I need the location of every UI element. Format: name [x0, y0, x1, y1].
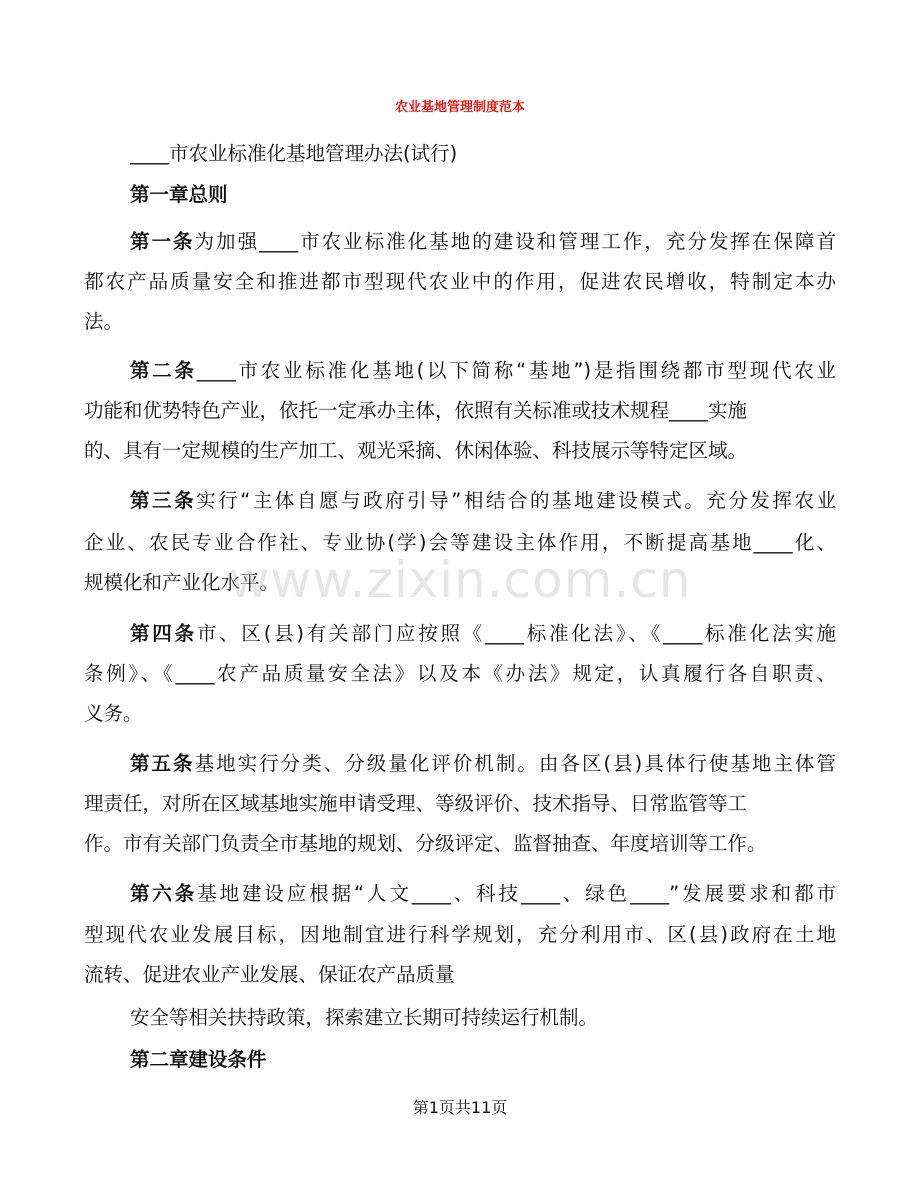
article-6-line-1	[130, 880, 836, 908]
article-5-line-1	[130, 750, 836, 778]
document-title: 农业基地管理制度范本	[394, 100, 525, 115]
article-4-text: 市、区(县)有关部门应按照《____标准化法》、《____标准化法实施	[196, 622, 836, 645]
article-3-line-1	[130, 487, 836, 515]
article-5-line-2: 理责任，对所在区域基地实施申请受理、等级评价、技术指导、日常监管等工	[84, 792, 748, 815]
article-1-line-1	[130, 228, 836, 256]
article-5-line-3: 作。市有关部门负责全市基地的规划、分级评定、监督抽查、年度培训等工作。	[84, 832, 767, 855]
article-2-line-1	[130, 357, 836, 385]
article-1-label: 第一条	[130, 230, 195, 253]
page-footer: 第1页共11页	[412, 1098, 508, 1117]
article-6-continuation: 安全等相关扶持政策，探索建立长期可持续运行机制。	[130, 1006, 599, 1029]
article-2-line-2: 功能和优势特色产业，依托一定承办主体，依照有关标准或技术规程____实施	[84, 399, 748, 422]
article-3-label: 第三条	[130, 489, 197, 512]
article-6-text: 基地建设应根据“人文____、科技____、绿色____”发展要求和都市	[197, 882, 836, 905]
watermark: www.zixin.com.cn	[228, 551, 692, 609]
article-2-line-3: 的、具有一定规模的生产加工、观光采摘、休闲体验、科技展示等特定区域。	[84, 439, 748, 462]
article-1-text: 为加强____市农业标准化基地的建设和管理工作，充分发挥在保障首	[194, 230, 836, 253]
article-1-line-3: 法。	[84, 310, 124, 333]
article-4-line-1	[130, 620, 836, 648]
chapter-heading-1: 第一章总则	[130, 183, 228, 206]
article-5-label: 第五条	[130, 752, 195, 775]
chapter-heading-2: 第二章建设条件	[130, 1048, 267, 1071]
article-4-line-2: 条例》、《____农产品质量安全法》以及本《办法》规定，认真履行各自职责、	[84, 662, 836, 685]
article-1-line-2: 都农产品质量安全和推进都市型现代农业中的作用，促进农民增收，特制定本办	[84, 270, 836, 293]
article-4-label: 第四条	[130, 622, 197, 645]
document-subtitle: ____市农业标准化基地管理办法(试行)	[130, 142, 458, 165]
article-6-label: 第六条	[130, 882, 198, 905]
article-3-line-3: 规模化和产业化水平。	[84, 571, 280, 594]
article-5-text: 基地实行分类、分级量化评价机制。由各区(县)具体行使基地主体管	[194, 752, 836, 775]
article-2-text: ____市农业标准化基地(以下简称“基地”)是指围绕都市型现代农业	[196, 359, 836, 382]
article-6-line-2: 型现代农业发展目标，因地制宜进行科学规划，充分利用市、区(县)政府在土地	[84, 923, 836, 946]
article-3-text: 实行“主体自愿与政府引导”相结合的基地建设模式。充分发挥农业	[196, 489, 836, 512]
article-4-line-3: 义务。	[84, 702, 143, 725]
article-2-label: 第二条	[130, 359, 197, 382]
article-3-line-2: 企业、农民专业合作社、专业协(学)会等建设主体作用，不断提高基地____化、	[84, 531, 836, 554]
article-6-line-3: 流转、促进农业产业发展、保证农产品质量	[84, 963, 455, 986]
